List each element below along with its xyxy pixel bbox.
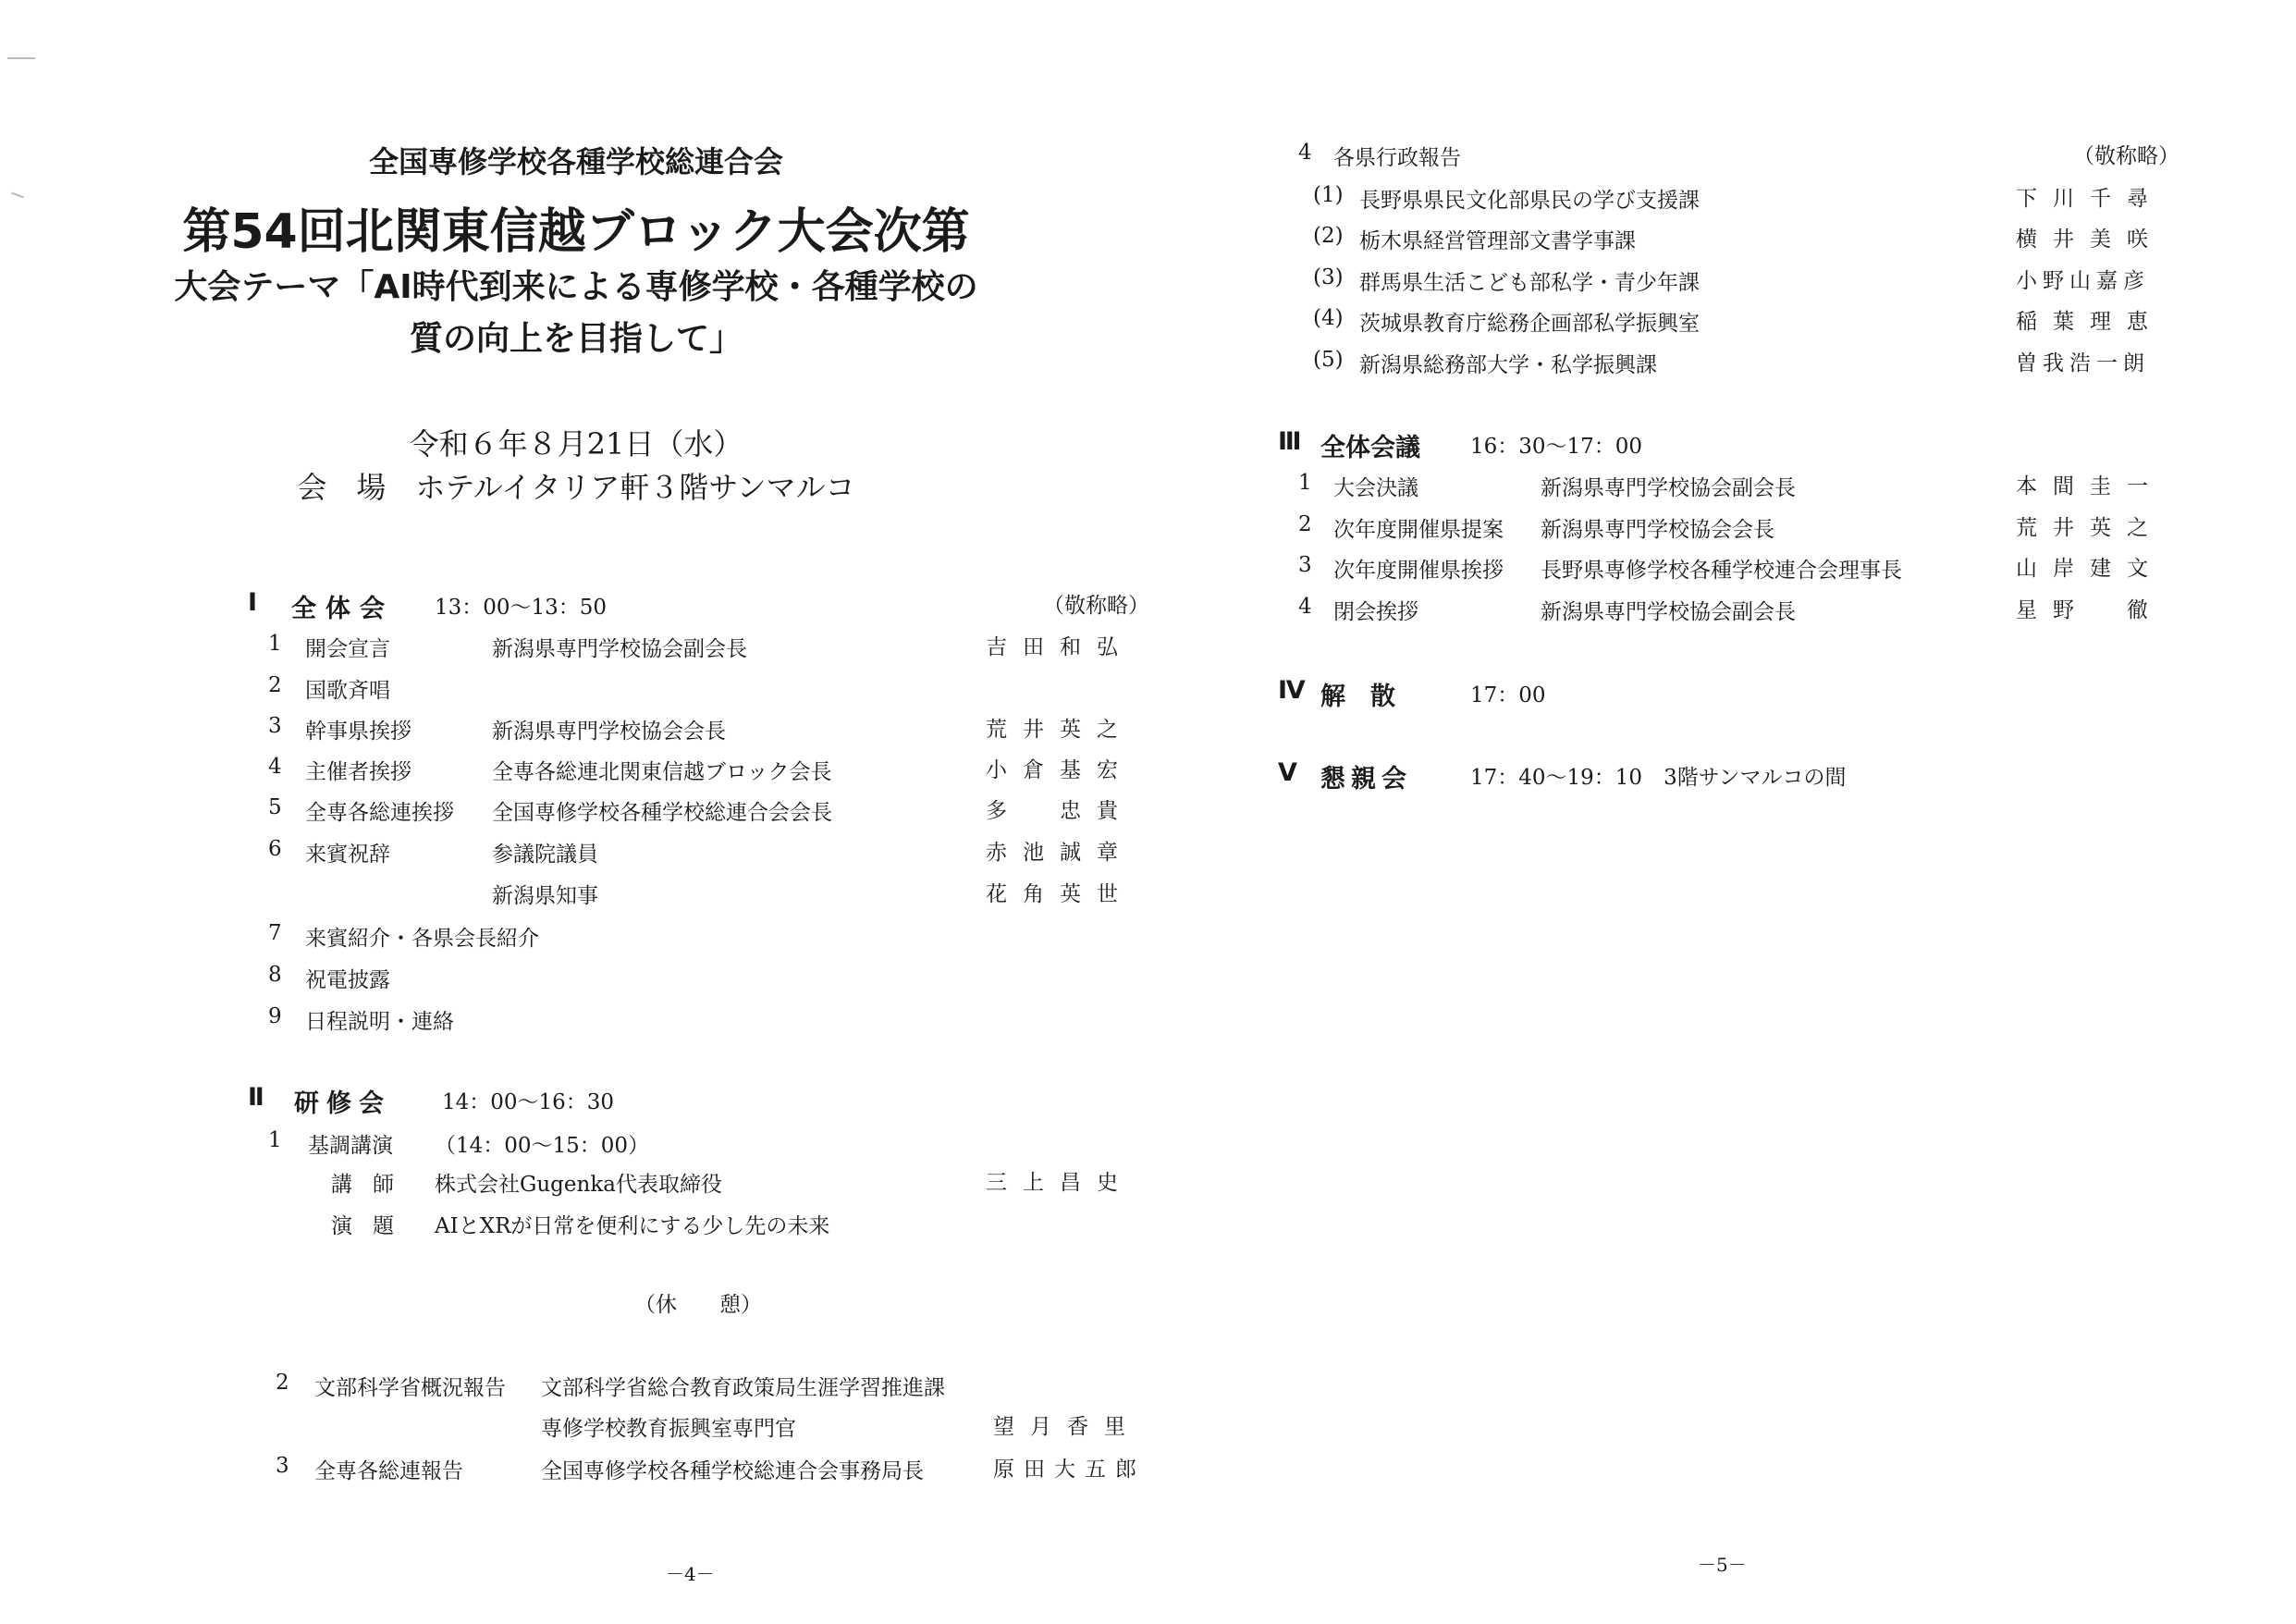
item-number: 1 (1298, 471, 1312, 495)
item-label: 全専各総連挨拶 (305, 801, 454, 825)
scan-speck (7, 57, 35, 59)
item-label: 群馬県生活こども部私学・青少年課 (1359, 271, 1700, 295)
item-number: (3) (1313, 265, 1344, 289)
item-person: 下川千尋 (2016, 187, 2164, 211)
page-number-left: －4－ (666, 1563, 715, 1585)
item-person: 山岸建文 (2016, 557, 2164, 581)
item-label: 全専各総連報告 (314, 1459, 463, 1483)
item-label: 祝電披露 (305, 968, 390, 992)
item-number: 9 (268, 1004, 282, 1028)
item-person: 赤池誠章 (986, 841, 1134, 865)
item-person: 荒井英之 (986, 718, 1134, 742)
topic-text: AIとXRが日常を便利にする少し先の未来 (435, 1214, 830, 1238)
item-role: 長野県専修学校各種学校連合会理事長 (1541, 559, 1902, 583)
org-name: 全国専修学校各種学校総連合会 (368, 144, 783, 179)
section-5-time: 17：40～19：10 3階サンマルコの間 (1470, 766, 1847, 790)
section-3-numeral: Ⅲ (1278, 427, 1302, 456)
item-person: 曽我浩一朗 (2016, 351, 2150, 375)
item-role: 新潟県専門学校協会副会長 (1541, 476, 1796, 500)
item-number: 6 (268, 837, 282, 861)
item-role: 新潟県知事 (492, 884, 598, 908)
item-label: 各県行政報告 (1333, 146, 1461, 170)
page-title: 第54回北関東信越ブロック大会次第 (182, 204, 970, 260)
event-venue: 会 場 ホテルイタリア軒３階サンマルコ (297, 470, 855, 505)
item-number: 4 (1298, 141, 1312, 165)
item-label: 長野県県民文化部県民の学び支援課 (1359, 189, 1700, 213)
keynote-time: （14：00～15：00） (435, 1134, 650, 1158)
item-person: 小倉基宏 (986, 758, 1134, 782)
item-label: 開会宣言 (305, 637, 390, 661)
item-person: 吉田和弘 (986, 635, 1134, 659)
item-person: 横井美咲 (2016, 228, 2164, 252)
item-number: (2) (1313, 224, 1344, 248)
item-number: (1) (1313, 183, 1344, 207)
item-label: 基調講演 (308, 1134, 393, 1158)
item-role: 全専各総連北関東信越ブロック会長 (492, 760, 832, 784)
item-role: 新潟県専門学校協会会長 (492, 720, 726, 744)
item-person: 原田大五郎 (993, 1458, 1146, 1482)
item-number: (5) (1313, 348, 1344, 372)
lecturer-name: 三上昌史 (986, 1171, 1134, 1195)
item-number: 2 (1298, 512, 1312, 536)
item-number: 3 (276, 1454, 289, 1478)
item-label: 来賓祝辞 (305, 843, 390, 867)
theme-line-2: 質の向上を目指して」 (409, 320, 743, 358)
lecturer-label: 講師 (331, 1173, 414, 1197)
honorific-note-left: （敬称略） (1043, 594, 1149, 618)
section-4-time: 17：00 (1470, 683, 1546, 707)
item-number: 4 (1298, 595, 1312, 619)
event-date: 令和６年８月21日（水） (409, 426, 743, 461)
section-2-numeral: Ⅱ (248, 1083, 264, 1112)
item-number: (4) (1313, 306, 1344, 330)
item-number: 2 (276, 1371, 289, 1395)
item-number: 3 (1298, 553, 1312, 577)
item-label: 閉会挨拶 (1333, 600, 1418, 624)
section-1-time: 13：00～13：50 (435, 596, 608, 620)
item-number: 8 (268, 963, 282, 987)
item-role: 参議院議員 (492, 843, 598, 867)
item-role: 新潟県専門学校協会会長 (1541, 518, 1774, 542)
item-role: 全国専修学校各種学校総連合会事務局長 (541, 1459, 924, 1483)
item-role: 文部科学省総合教育政策局生涯学習推進課 (541, 1376, 945, 1400)
item-person: 花角英世 (986, 882, 1134, 906)
item-number: 1 (268, 632, 282, 656)
topic-label: 演題 (331, 1214, 414, 1238)
section-3-title: 全体会議 (1320, 434, 1420, 462)
item-number: 1 (268, 1128, 282, 1152)
item-person: 稲葉理恵 (2016, 310, 2164, 334)
item-label: 栃木県経営管理部文書学事課 (1359, 229, 1636, 253)
item-label: 国歌斉唱 (305, 679, 390, 703)
item-person: 望月香里 (993, 1415, 1141, 1439)
section-1-numeral: Ⅰ (248, 588, 258, 617)
section-1-title: 全体会 (291, 595, 394, 623)
item-label: 次年度開催県挨拶 (1333, 559, 1504, 583)
section-5-numeral: Ⅴ (1278, 758, 1297, 787)
item-person: 小野山嘉彦 (2016, 269, 2150, 293)
item-label: 大会決議 (1333, 476, 1418, 500)
item-label: 茨城県教育庁総務企画部私学振興室 (1359, 312, 1700, 336)
item-number: 4 (268, 755, 282, 779)
item-role: 専修学校教育振興室専門官 (541, 1417, 796, 1441)
theme-line-1: 大会テーマ「AI時代到来による専修学校・各種学校の (174, 268, 978, 306)
break-label: （休 憩） (634, 1293, 762, 1317)
lecturer-role: 株式会社Gugenka代表取締役 (435, 1173, 722, 1197)
item-label: 日程説明・連絡 (305, 1010, 454, 1034)
item-label: 文部科学省概況報告 (314, 1376, 506, 1400)
item-label: 主催者挨拶 (305, 760, 411, 784)
item-person: 荒井英之 (2016, 516, 2164, 540)
item-number: 2 (268, 673, 282, 697)
section-2-time: 14：00～16：30 (442, 1090, 615, 1114)
section-5-title: 懇親会 (1320, 765, 1412, 794)
item-person: 多 忠貴 (986, 799, 1134, 823)
item-role: 新潟県専門学校協会副会長 (492, 637, 747, 661)
item-number: 7 (268, 921, 282, 945)
item-role: 新潟県専門学校協会副会長 (1541, 600, 1796, 624)
item-number: 5 (268, 795, 282, 819)
item-number: 3 (268, 714, 282, 738)
section-4-title: 解 散 (1320, 683, 1395, 711)
section-2-title: 研修会 (294, 1089, 391, 1118)
section-3-time: 16：30～17：00 (1470, 435, 1643, 459)
page-number-right: －5－ (1698, 1554, 1747, 1576)
item-role: 全国専修学校各種学校総連合会会長 (492, 801, 832, 825)
item-person: 星野 徹 (2016, 598, 2164, 622)
section-4-numeral: Ⅳ (1278, 676, 1306, 705)
item-label: 幹事県挨拶 (305, 720, 411, 744)
item-label: 次年度開催県提案 (1333, 518, 1504, 542)
item-person: 本間圭一 (2016, 474, 2164, 498)
honorific-note-right: （敬称略） (2073, 144, 2179, 168)
item-label: 来賓紹介・各県会長紹介 (305, 927, 539, 951)
item-label: 新潟県総務部大学・私学振興課 (1359, 353, 1657, 377)
